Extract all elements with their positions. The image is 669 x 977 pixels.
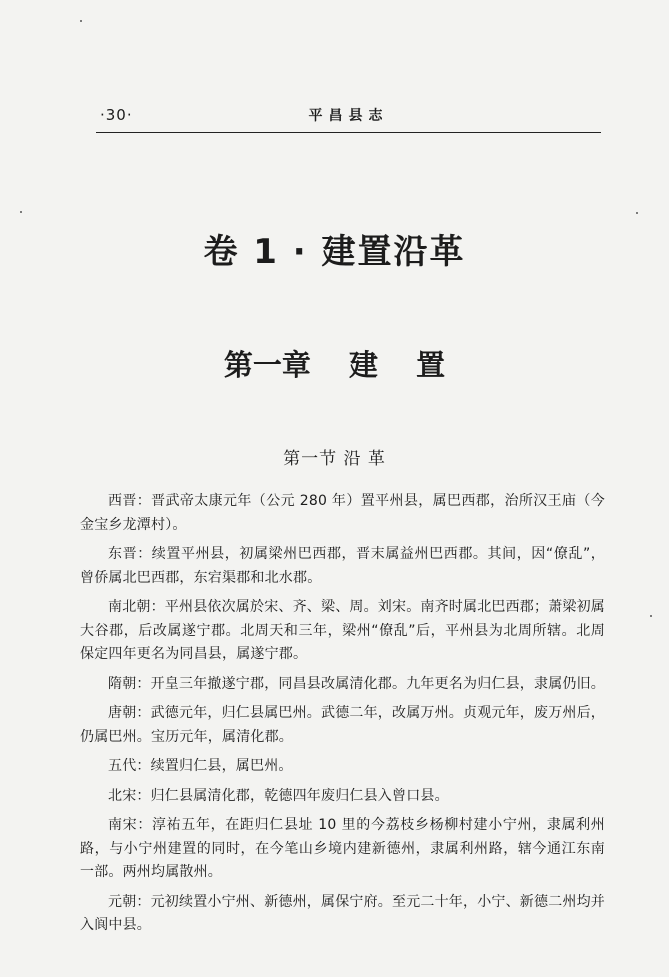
paragraph-five-dynasties: 五代：续置归仁县，属巴州。 <box>108 758 293 774</box>
paragraph-sui: 隋朝：开皇三年撤遂宁郡，同昌县改属清化郡。九年更名为归仁县，隶属仍旧。 <box>108 675 605 692</box>
scan-speck <box>20 211 22 213</box>
paragraph-tang: 唐朝：武德元年，归仁县属巴州。武德二年，改属万州。贞观元年，废万州后，仍属巴州。宝历元年，属清化郡。 <box>80 705 605 745</box>
volume-title: 卷 1 · 建置沿革 <box>203 232 466 272</box>
body-text <box>80 490 605 944</box>
chapter-title: 第一章 建 置 <box>223 348 446 382</box>
page-number: ·30· <box>100 106 133 124</box>
paragraph-yuan: 元朝：元初续置小宁州、新德州，属保宁府。至元二十年，小宁、新德二州均并入阆中县。 <box>80 893 605 933</box>
paragraph-western-jin: 西晋：晋武帝太康元年（公元 280 年）置平州县，属巴西郡，治所汉王庙（今金宝乡龙潭村）。 <box>80 493 605 533</box>
paragraph-eastern-jin: 东晋：续置平州县，初属梁州巴西郡，晋末属益州巴西郡。其间，因“僚乱”，曾侨属北巴西郡，东宕渠郡和北水郡。 <box>80 546 605 586</box>
paragraph-northern-song: 北宋：归仁县属清化郡，乾德四年废归仁县入曾口县。 <box>108 787 449 804</box>
running-title: 平昌县志 <box>308 108 389 124</box>
section-title: 第一节 沿 革 <box>283 449 386 469</box>
scan-speck <box>636 212 638 214</box>
scan-speck <box>650 615 652 617</box>
paragraph-southern-song: 南宋：淳祐五年，在距归仁县址 10 里的今荔枝乡杨柳村建小宁州，隶属利州路，与小宁州建置的同时，在今笔山乡境内建新德州，隶属利州路，辖今通江东南一部。两州均属散州。 <box>80 817 605 880</box>
paragraph-southern-northern: 南北朝：平州县依次属於宋、齐、梁、周。刘宋。南齐时属北巴西郡；萧梁初属大谷郡，后改属遂宁郡。北周天和三年，梁州“僚乱”后，平州县为北周所辖。北周保定四年更名为同昌县，属遂宁郡。 <box>80 599 605 662</box>
page-header <box>96 104 601 133</box>
scan-speck <box>80 20 82 22</box>
